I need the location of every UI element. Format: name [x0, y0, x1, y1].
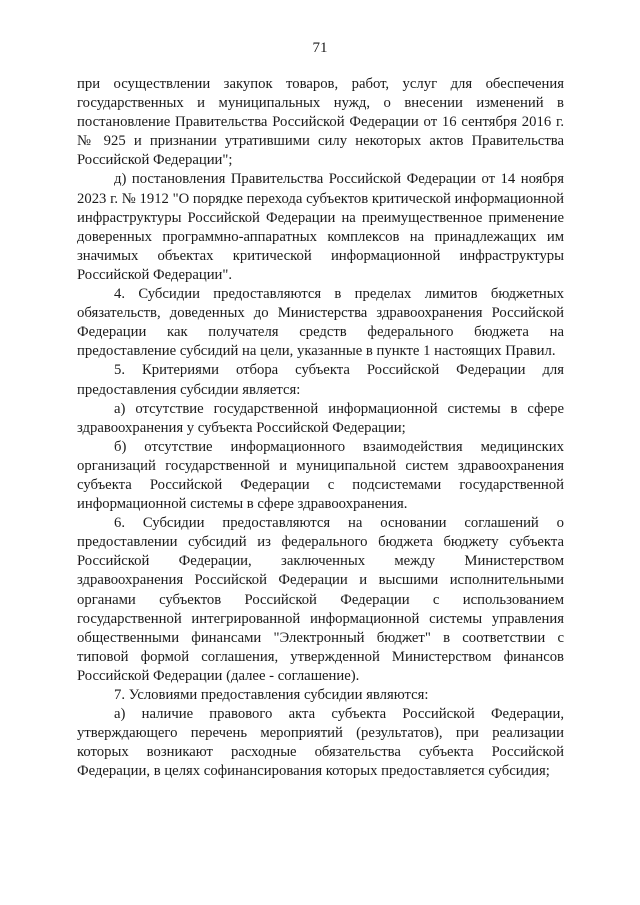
paragraph-clause-6: 6. Субсидии предоставляются на основании соглашений о предоставлении субсидий из федерального бюджета бюджету субъекта Российской Федерации, заключенных между Министерством здравоохранения Российской Федерации и высшими исполнительными органами субъектов Российской Федерации с использованием государственной интегрированной информационной системы управления общественными финансами "Электронный бюджет" в соответствии с типовой формой соглашения, утвержденной Министерством финансов Российской Федерации (далее - соглашение).	[77, 515, 564, 684]
paragraph-clause-5-item-b: б) отсутствие информационного взаимодействия медицинских организаций государственной и муниципальной систем здравоохранения субъекта Российской Федерации с подсистемами государственной информационной системы в сфере здравоохранения.	[77, 438, 564, 513]
paragraph-continuation: при осуществлении закупок товаров, работ, услуг для обеспечения государственных и муниципальных нужд, о внесении изменений в постановление Правительства Российской Федерации от 16 сентября 2016 г. № 925 и признании утратившими силу некоторых актов Правительства Российской Федерации";	[77, 76, 564, 169]
paragraph-clause-7-item-a: а) наличие правового акта субъекта Российской Федерации, утверждающего перечень мероприятий (результатов), при реализации которых возникают расходные обязательства субъекта Российской Федерации, в целях софинансирования которых предоставляется субсидия;	[77, 706, 564, 780]
paragraph-clause-4: 4. Субсидии предоставляются в пределах лимитов бюджетных обязательств, доведенных до Министерства здравоохранения Российской Федерации как получателя средств федерального бюджета на предоставление субсидий на цели, указанные в пункте 1 настоящих Правил.	[77, 286, 564, 360]
paragraph-clause-5-item-a: а) отсутствие государственной информационной системы в сфере здравоохранения у субъекта Российской Федерации;	[77, 400, 564, 436]
document-body	[77, 75, 564, 781]
page-number: 71	[312, 40, 328, 56]
paragraph-item-d: д) постановления Правительства Российской Федерации от 14 ноября 2023 г. № 1912 "О порядке перехода субъектов критической информационной инфраструктуры Российской Федерации на преимущественное применение доверенных программно-аппаратных комплексов на принадлежащих им значимых объектах критической информационной инфраструктуры Российской Федерации".	[77, 171, 564, 283]
paragraph-clause-5: 5. Критериями отбора субъекта Российской Федерации для предоставления субсидии является:	[77, 362, 564, 398]
paragraph-clause-7: 7. Условиями предоставления субсидии являются:	[114, 687, 429, 703]
